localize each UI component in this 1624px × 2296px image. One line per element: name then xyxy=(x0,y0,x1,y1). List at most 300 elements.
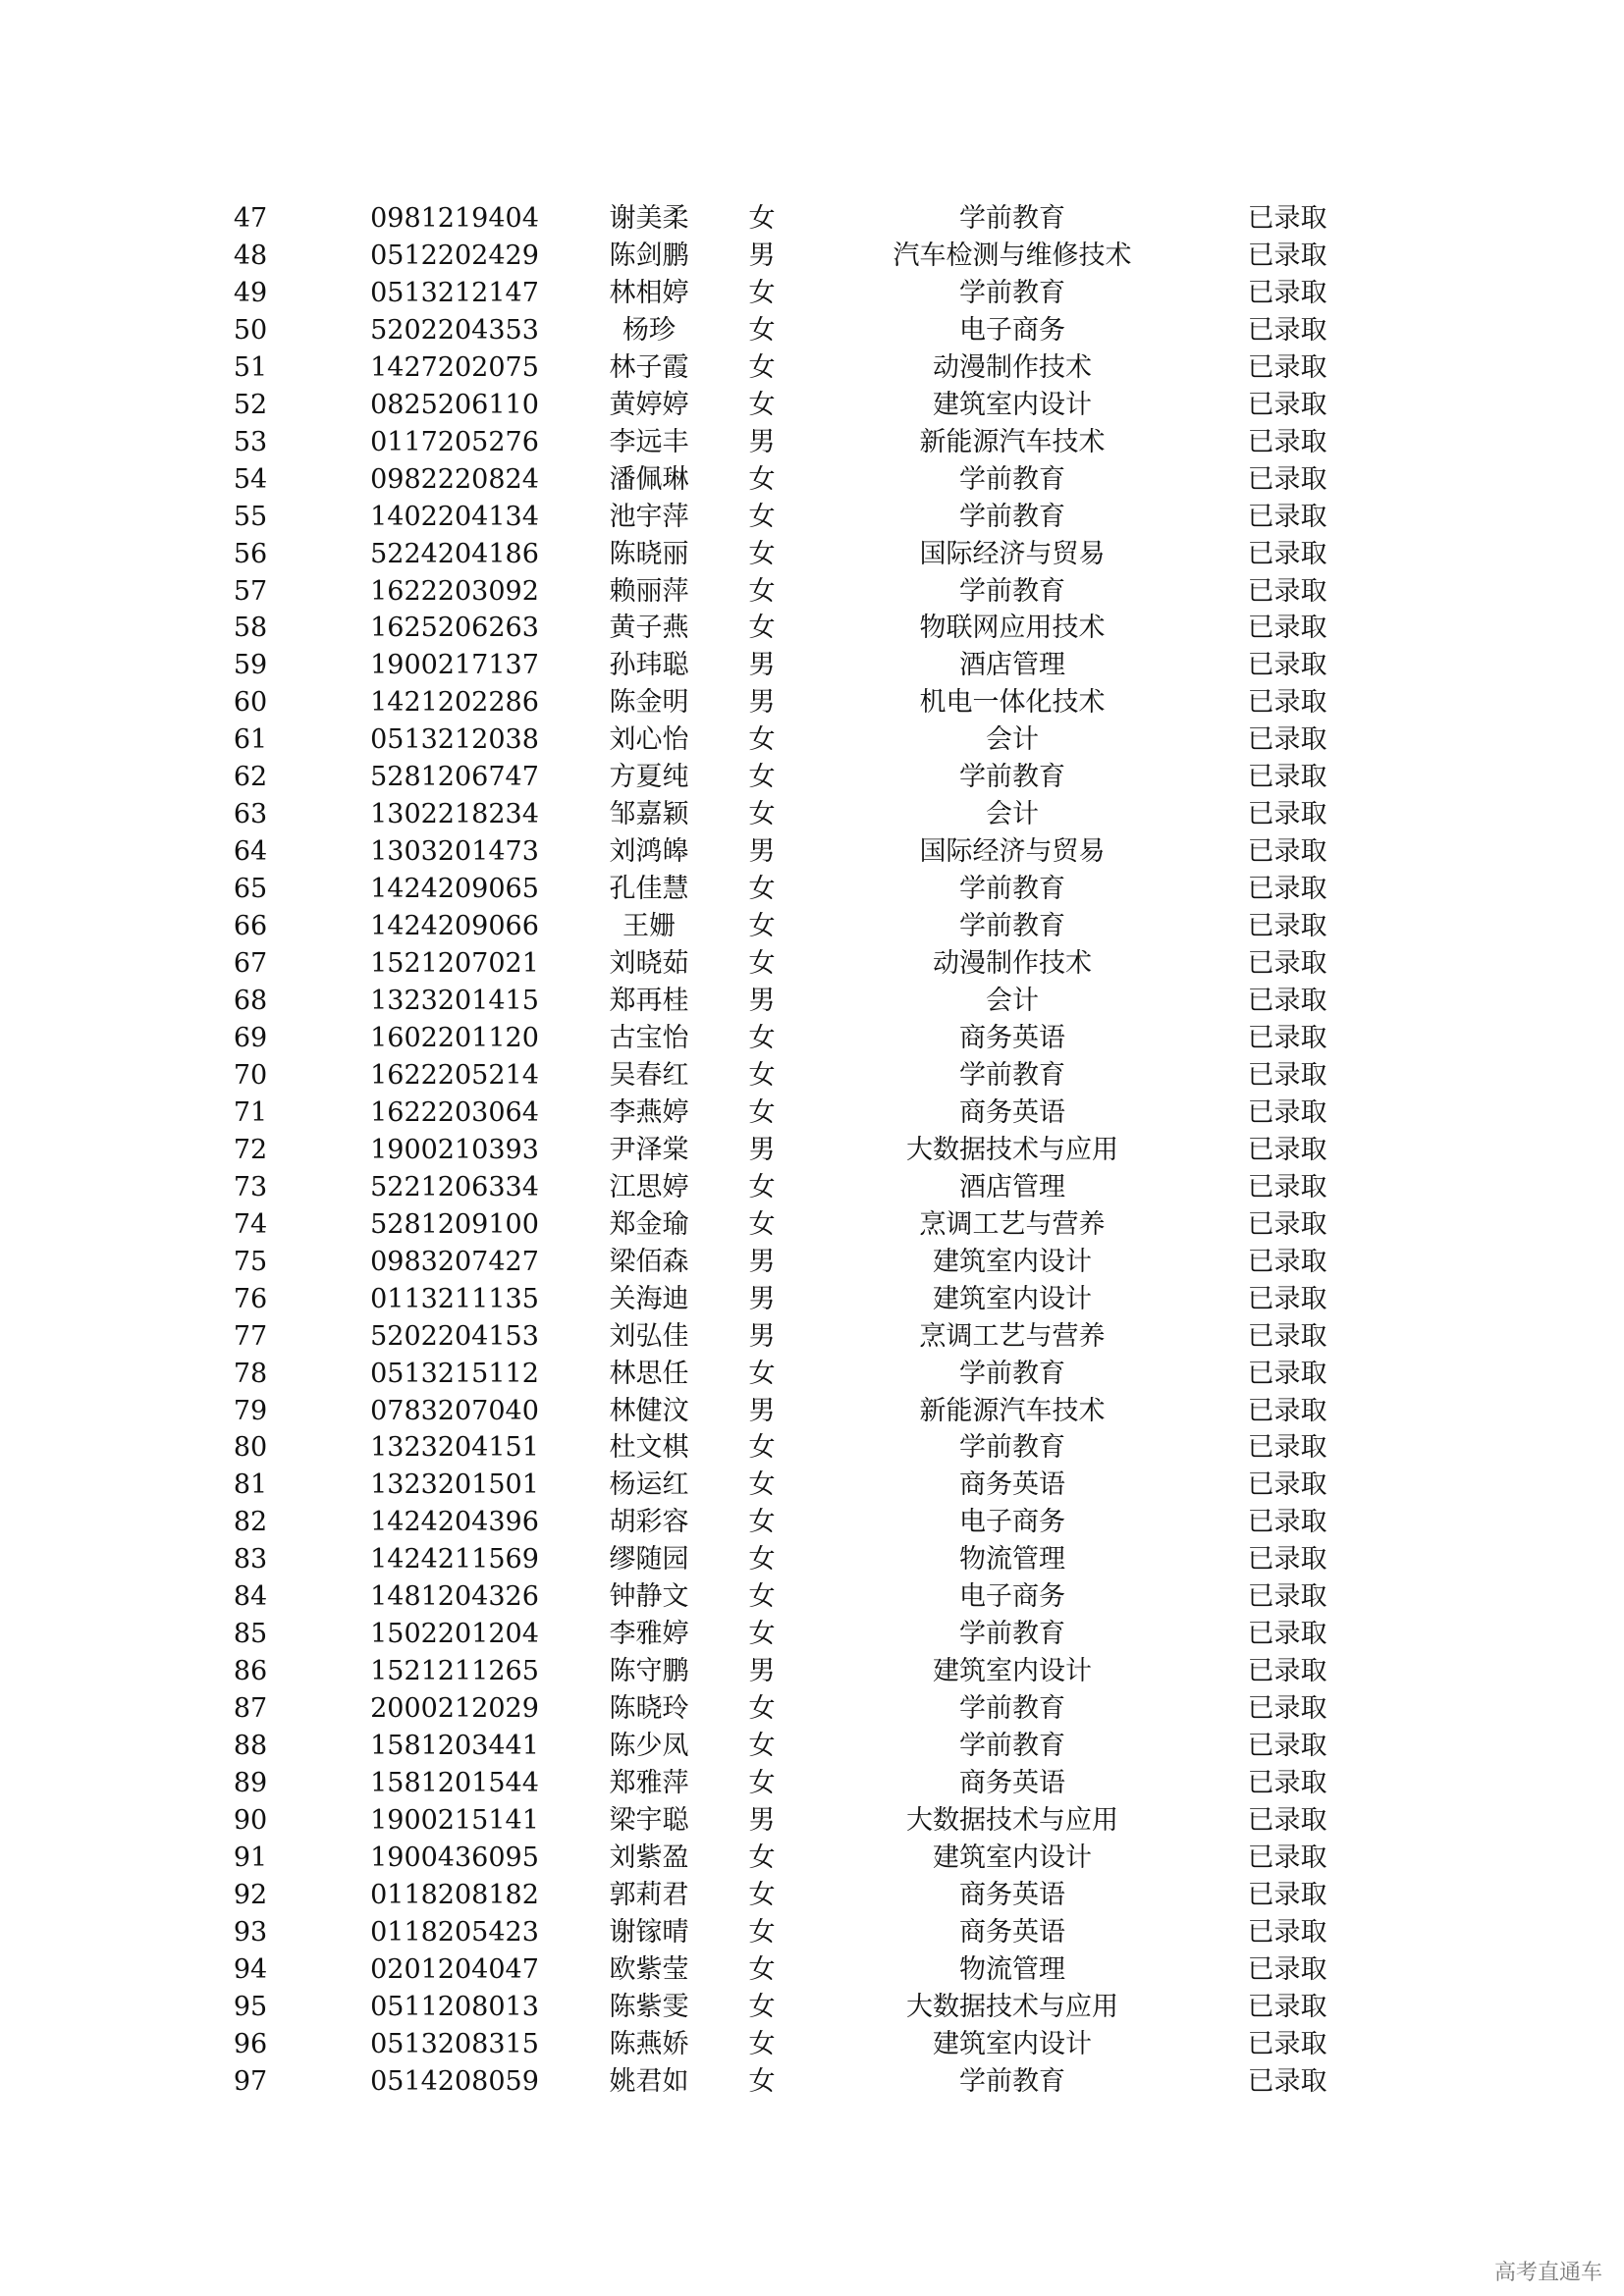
exam-id-cell: 0513212038 xyxy=(370,724,539,756)
table-row xyxy=(177,1951,1361,1989)
admission-status-cell: 已录取 xyxy=(1247,1544,1327,1575)
table-row xyxy=(177,1020,1361,1057)
major-cell: 汽车检测与维修技术 xyxy=(893,240,1132,271)
table-row xyxy=(177,1840,1361,1877)
student-name-cell: 杨珍 xyxy=(623,314,676,346)
table-row xyxy=(177,1504,1361,1541)
student-name-cell: 谢镓晴 xyxy=(609,1916,689,1948)
table-row xyxy=(177,349,1361,387)
table-row xyxy=(177,1914,1361,1951)
row-number-cell: 84 xyxy=(233,1581,268,1613)
exam-id-cell: 0201204047 xyxy=(370,1953,539,1985)
major-cell: 国际经济与贸易 xyxy=(919,836,1106,868)
student-name-cell: 胡彩容 xyxy=(609,1507,689,1538)
admission-status-cell: 已录取 xyxy=(1247,501,1327,532)
row-number-cell: 61 xyxy=(233,724,268,756)
row-number-cell: 93 xyxy=(233,1916,268,1948)
student-name-cell: 林相婷 xyxy=(609,277,689,308)
table-row xyxy=(177,1095,1361,1132)
exam-id-cell: 1602201120 xyxy=(370,1022,539,1053)
student-name-cell: 王姗 xyxy=(623,911,676,942)
major-cell: 商务英语 xyxy=(959,1916,1065,1948)
gender-cell: 女 xyxy=(748,948,776,980)
gender-cell: 女 xyxy=(748,389,776,420)
row-number-cell: 63 xyxy=(233,799,268,830)
row-number-cell: 97 xyxy=(233,2065,268,2097)
row-number-cell: 54 xyxy=(233,463,268,495)
gender-cell: 女 xyxy=(748,1096,776,1128)
exam-id-cell: 0117205276 xyxy=(370,426,539,457)
student-name-cell: 池宇萍 xyxy=(609,501,689,532)
row-number-cell: 72 xyxy=(233,1134,268,1165)
exam-id-cell: 0513215112 xyxy=(370,1358,539,1389)
exam-id-cell: 5281209100 xyxy=(370,1208,539,1240)
gender-cell: 女 xyxy=(748,1507,776,1538)
gender-cell: 男 xyxy=(748,1134,776,1165)
student-name-cell: 郑金瑜 xyxy=(609,1208,689,1240)
exam-id-cell: 1323204151 xyxy=(370,1432,539,1464)
admission-status-cell: 已录取 xyxy=(1247,1581,1327,1613)
table-row xyxy=(177,238,1361,275)
major-cell: 学前教育 xyxy=(959,1432,1065,1464)
exam-id-cell: 1581201544 xyxy=(370,1768,539,1799)
gender-cell: 女 xyxy=(748,1842,776,1873)
major-cell: 学前教育 xyxy=(959,911,1065,942)
student-name-cell: 陈少凤 xyxy=(609,1731,689,1762)
gender-cell: 女 xyxy=(748,1916,776,1948)
table-row xyxy=(177,684,1361,721)
admission-table xyxy=(177,200,1361,2101)
row-number-cell: 92 xyxy=(233,1879,268,1910)
row-number-cell: 62 xyxy=(233,762,268,793)
gender-cell: 女 xyxy=(748,613,776,644)
gender-cell: 女 xyxy=(748,277,776,308)
major-cell: 学前教育 xyxy=(959,874,1065,905)
row-number-cell: 64 xyxy=(233,836,268,868)
row-number-cell: 75 xyxy=(233,1246,268,1277)
admission-status-cell: 已录取 xyxy=(1247,1731,1327,1762)
exam-id-cell: 5224204186 xyxy=(370,538,539,569)
major-cell: 烹调工艺与营养 xyxy=(919,1208,1106,1240)
exam-id-cell: 1302218234 xyxy=(370,799,539,830)
gender-cell: 女 xyxy=(748,2065,776,2097)
table-row xyxy=(177,573,1361,611)
major-cell: 学前教育 xyxy=(959,1731,1065,1762)
gender-cell: 男 xyxy=(748,687,776,719)
exam-id-cell: 1900210393 xyxy=(370,1134,539,1165)
row-number-cell: 48 xyxy=(233,240,268,271)
row-number-cell: 68 xyxy=(233,986,268,1017)
admission-status-cell: 已录取 xyxy=(1247,687,1327,719)
gender-cell: 女 xyxy=(748,2028,776,2059)
gender-cell: 女 xyxy=(748,575,776,607)
table-row xyxy=(177,1616,1361,1653)
student-name-cell: 李远丰 xyxy=(609,426,689,457)
student-name-cell: 邹嘉颖 xyxy=(609,799,689,830)
row-number-cell: 67 xyxy=(233,948,268,980)
admission-status-cell: 已录取 xyxy=(1247,389,1327,420)
exam-id-cell: 1427202075 xyxy=(370,351,539,383)
major-cell: 学前教育 xyxy=(959,575,1065,607)
row-number-cell: 66 xyxy=(233,911,268,942)
table-row xyxy=(177,200,1361,238)
row-number-cell: 76 xyxy=(233,1283,268,1314)
admission-status-cell: 已录取 xyxy=(1247,240,1327,271)
table-row xyxy=(177,387,1361,424)
exam-id-cell: 5281206747 xyxy=(370,762,539,793)
gender-cell: 女 xyxy=(748,762,776,793)
admission-status-cell: 已录取 xyxy=(1247,1469,1327,1501)
admission-status-cell: 已录取 xyxy=(1247,463,1327,495)
student-name-cell: 刘晓茹 xyxy=(609,948,689,980)
row-number-cell: 77 xyxy=(233,1320,268,1352)
row-number-cell: 73 xyxy=(233,1171,268,1202)
student-name-cell: 古宝怡 xyxy=(609,1022,689,1053)
gender-cell: 女 xyxy=(748,1619,776,1650)
student-name-cell: 江思婷 xyxy=(609,1171,689,1202)
admission-status-cell: 已录取 xyxy=(1247,762,1327,793)
table-row xyxy=(177,1429,1361,1467)
table-row xyxy=(177,1244,1361,1281)
major-cell: 物联网应用技术 xyxy=(919,613,1106,644)
row-number-cell: 55 xyxy=(233,501,268,532)
student-name-cell: 林子霞 xyxy=(609,351,689,383)
gender-cell: 女 xyxy=(748,1991,776,2022)
exam-id-cell: 1323201415 xyxy=(370,986,539,1017)
admission-status-cell: 已录取 xyxy=(1247,1171,1327,1202)
exam-id-cell: 1900215141 xyxy=(370,1804,539,1836)
major-cell: 学前教育 xyxy=(959,277,1065,308)
gender-cell: 男 xyxy=(748,986,776,1017)
row-number-cell: 89 xyxy=(233,1768,268,1799)
student-name-cell: 孙玮聪 xyxy=(609,650,689,681)
major-cell: 电子商务 xyxy=(959,314,1065,346)
row-number-cell: 74 xyxy=(233,1208,268,1240)
major-cell: 商务英语 xyxy=(959,1096,1065,1128)
major-cell: 建筑室内设计 xyxy=(933,1246,1092,1277)
gender-cell: 女 xyxy=(748,314,776,346)
gender-cell: 男 xyxy=(748,650,776,681)
major-cell: 学前教育 xyxy=(959,1059,1065,1091)
row-number-cell: 57 xyxy=(233,575,268,607)
student-name-cell: 孔佳慧 xyxy=(609,874,689,905)
table-row xyxy=(177,275,1361,312)
admission-status-cell: 已录取 xyxy=(1247,948,1327,980)
table-row xyxy=(177,1206,1361,1244)
table-row xyxy=(177,1578,1361,1616)
gender-cell: 女 xyxy=(748,1059,776,1091)
row-number-cell: 88 xyxy=(233,1731,268,1762)
student-name-cell: 潘佩琳 xyxy=(609,463,689,495)
admission-status-cell: 已录取 xyxy=(1247,1134,1327,1165)
exam-id-cell: 1424209066 xyxy=(370,911,539,942)
major-cell: 学前教育 xyxy=(959,762,1065,793)
student-name-cell: 黄子燕 xyxy=(609,613,689,644)
exam-id-cell: 1622205214 xyxy=(370,1059,539,1091)
exam-id-cell: 5221206334 xyxy=(370,1171,539,1202)
exam-id-cell: 1424209065 xyxy=(370,874,539,905)
major-cell: 新能源汽车技术 xyxy=(919,426,1106,457)
admission-status-cell: 已录取 xyxy=(1247,351,1327,383)
table-row xyxy=(177,721,1361,759)
admission-status-cell: 已录取 xyxy=(1247,1916,1327,1948)
table-row xyxy=(177,1393,1361,1430)
exam-id-cell: 0825206110 xyxy=(370,389,539,420)
admission-status-cell: 已录取 xyxy=(1247,986,1327,1017)
row-number-cell: 70 xyxy=(233,1059,268,1091)
gender-cell: 女 xyxy=(748,1544,776,1575)
student-name-cell: 赖丽萍 xyxy=(609,575,689,607)
student-name-cell: 刘紫盈 xyxy=(609,1842,689,1873)
major-cell: 机电一体化技术 xyxy=(919,687,1106,719)
major-cell: 建筑室内设计 xyxy=(933,389,1092,420)
exam-id-cell: 0981219404 xyxy=(370,203,539,234)
table-row xyxy=(177,1318,1361,1356)
table-row xyxy=(177,1690,1361,1728)
major-cell: 大数据技术与应用 xyxy=(906,1134,1118,1165)
row-number-cell: 95 xyxy=(233,1991,268,2022)
table-row xyxy=(177,908,1361,945)
admission-status-cell: 已录取 xyxy=(1247,1320,1327,1352)
exam-id-cell: 1622203064 xyxy=(370,1096,539,1128)
exam-id-cell: 0513212147 xyxy=(370,277,539,308)
student-name-cell: 钟静文 xyxy=(609,1581,689,1613)
row-number-cell: 71 xyxy=(233,1096,268,1128)
student-name-cell: 陈晓丽 xyxy=(609,538,689,569)
exam-id-cell: 1625206263 xyxy=(370,613,539,644)
table-row xyxy=(177,2063,1361,2101)
admission-status-cell: 已录取 xyxy=(1247,1619,1327,1650)
row-number-cell: 59 xyxy=(233,650,268,681)
admission-status-cell: 已录取 xyxy=(1247,1768,1327,1799)
major-cell: 学前教育 xyxy=(959,1693,1065,1725)
student-name-cell: 欧紫莹 xyxy=(609,1953,689,1985)
exam-id-cell: 1481204326 xyxy=(370,1581,539,1613)
exam-id-cell: 5202204353 xyxy=(370,314,539,346)
gender-cell: 女 xyxy=(748,1768,776,1799)
table-row xyxy=(177,610,1361,647)
gender-cell: 女 xyxy=(748,1581,776,1613)
admission-status-cell: 已录取 xyxy=(1247,1283,1327,1314)
student-name-cell: 陈金明 xyxy=(609,687,689,719)
table-row xyxy=(177,796,1361,833)
student-name-cell: 尹泽棠 xyxy=(609,1134,689,1165)
table-row xyxy=(177,1765,1361,1802)
table-row xyxy=(177,536,1361,573)
admission-status-cell: 已录取 xyxy=(1247,575,1327,607)
major-cell: 物流管理 xyxy=(959,1953,1065,1985)
table-row xyxy=(177,424,1361,461)
gender-cell: 男 xyxy=(748,1395,776,1426)
student-name-cell: 梁佰森 xyxy=(609,1246,689,1277)
table-row xyxy=(177,1356,1361,1393)
row-number-cell: 90 xyxy=(233,1804,268,1836)
major-cell: 烹调工艺与营养 xyxy=(919,1320,1106,1352)
table-row xyxy=(177,1132,1361,1169)
gender-cell: 女 xyxy=(748,501,776,532)
exam-id-cell: 0118205423 xyxy=(370,1916,539,1948)
row-number-cell: 51 xyxy=(233,351,268,383)
table-row xyxy=(177,759,1361,796)
student-name-cell: 郭莉君 xyxy=(609,1879,689,1910)
student-name-cell: 缪随园 xyxy=(609,1544,689,1575)
student-name-cell: 刘鸿皞 xyxy=(609,836,689,868)
student-name-cell: 李雅婷 xyxy=(609,1619,689,1650)
gender-cell: 女 xyxy=(748,351,776,383)
gender-cell: 女 xyxy=(748,203,776,234)
admission-table-body xyxy=(177,200,1361,2101)
student-name-cell: 梁宇聪 xyxy=(609,1804,689,1836)
exam-id-cell: 1323201501 xyxy=(370,1469,539,1501)
gender-cell: 女 xyxy=(748,1879,776,1910)
table-row xyxy=(177,1877,1361,1914)
major-cell: 商务英语 xyxy=(959,1469,1065,1501)
student-name-cell: 关海迪 xyxy=(609,1283,689,1314)
exam-id-cell: 0513208315 xyxy=(370,2028,539,2059)
gender-cell: 男 xyxy=(748,1246,776,1277)
major-cell: 学前教育 xyxy=(959,463,1065,495)
admission-status-cell: 已录取 xyxy=(1247,203,1327,234)
admission-status-cell: 已录取 xyxy=(1247,911,1327,942)
gender-cell: 女 xyxy=(748,538,776,569)
row-number-cell: 65 xyxy=(233,874,268,905)
gender-cell: 女 xyxy=(748,1171,776,1202)
major-cell: 学前教育 xyxy=(959,2065,1065,2097)
student-name-cell: 杜文棋 xyxy=(609,1432,689,1464)
major-cell: 会计 xyxy=(986,724,1039,756)
exam-id-cell: 1581203441 xyxy=(370,1731,539,1762)
gender-cell: 女 xyxy=(748,1953,776,1985)
admission-status-cell: 已录取 xyxy=(1247,426,1327,457)
major-cell: 建筑室内设计 xyxy=(933,1283,1092,1314)
student-name-cell: 李燕婷 xyxy=(609,1096,689,1128)
student-name-cell: 郑再桂 xyxy=(609,986,689,1017)
gender-cell: 女 xyxy=(748,911,776,942)
table-row xyxy=(177,461,1361,499)
gender-cell: 男 xyxy=(748,1283,776,1314)
row-number-cell: 50 xyxy=(233,314,268,346)
admission-status-cell: 已录取 xyxy=(1247,1804,1327,1836)
watermark: 高考直通车 xyxy=(1493,2261,1602,2285)
row-number-cell: 60 xyxy=(233,687,268,719)
admission-status-cell: 已录取 xyxy=(1247,1208,1327,1240)
student-name-cell: 姚君如 xyxy=(609,2065,689,2097)
row-number-cell: 86 xyxy=(233,1656,268,1687)
table-row xyxy=(177,2026,1361,2063)
major-cell: 学前教育 xyxy=(959,501,1065,532)
gender-cell: 男 xyxy=(748,836,776,868)
table-row xyxy=(177,983,1361,1020)
row-number-cell: 94 xyxy=(233,1953,268,1985)
row-number-cell: 69 xyxy=(233,1022,268,1053)
admission-status-cell: 已录取 xyxy=(1247,277,1327,308)
student-name-cell: 陈守鹏 xyxy=(609,1656,689,1687)
admission-status-cell: 已录取 xyxy=(1247,1507,1327,1538)
row-number-cell: 83 xyxy=(233,1544,268,1575)
row-number-cell: 79 xyxy=(233,1395,268,1426)
gender-cell: 男 xyxy=(748,1804,776,1836)
table-row xyxy=(177,647,1361,684)
exam-id-cell: 1900217137 xyxy=(370,650,539,681)
row-number-cell: 58 xyxy=(233,613,268,644)
admission-status-cell: 已录取 xyxy=(1247,1432,1327,1464)
gender-cell: 男 xyxy=(748,1320,776,1352)
table-row xyxy=(177,1281,1361,1318)
table-row xyxy=(177,312,1361,349)
exam-id-cell: 5202204153 xyxy=(370,1320,539,1352)
student-name-cell: 方夏纯 xyxy=(609,762,689,793)
student-name-cell: 吴春红 xyxy=(609,1059,689,1091)
table-row xyxy=(177,499,1361,536)
gender-cell: 女 xyxy=(748,463,776,495)
student-name-cell: 刘心怡 xyxy=(609,724,689,756)
exam-id-cell: 1900436095 xyxy=(370,1842,539,1873)
student-name-cell: 陈剑鹏 xyxy=(609,240,689,271)
admission-status-cell: 已录取 xyxy=(1247,724,1327,756)
gender-cell: 男 xyxy=(748,1656,776,1687)
exam-id-cell: 0118208182 xyxy=(370,1879,539,1910)
major-cell: 商务英语 xyxy=(959,1022,1065,1053)
exam-id-cell: 1622203092 xyxy=(370,575,539,607)
table-row xyxy=(177,833,1361,871)
admission-status-cell: 已录取 xyxy=(1247,1693,1327,1725)
row-number-cell: 56 xyxy=(233,538,268,569)
row-number-cell: 52 xyxy=(233,389,268,420)
student-name-cell: 陈晓玲 xyxy=(609,1693,689,1725)
table-row xyxy=(177,1728,1361,1765)
major-cell: 大数据技术与应用 xyxy=(906,1804,1118,1836)
student-name-cell: 刘弘佳 xyxy=(609,1320,689,1352)
row-number-cell: 53 xyxy=(233,426,268,457)
major-cell: 电子商务 xyxy=(959,1507,1065,1538)
admission-status-cell: 已录取 xyxy=(1247,538,1327,569)
admission-status-cell: 已录取 xyxy=(1247,314,1327,346)
row-number-cell: 87 xyxy=(233,1693,268,1725)
admission-status-cell: 已录取 xyxy=(1247,613,1327,644)
table-row xyxy=(177,1169,1361,1206)
row-number-cell: 49 xyxy=(233,277,268,308)
exam-id-cell: 0983207427 xyxy=(370,1246,539,1277)
admission-status-cell: 已录取 xyxy=(1247,799,1327,830)
gender-cell: 女 xyxy=(748,799,776,830)
exam-id-cell: 1402204134 xyxy=(370,501,539,532)
admission-status-cell: 已录取 xyxy=(1247,1656,1327,1687)
student-name-cell: 陈紫雯 xyxy=(609,1991,689,2022)
exam-id-cell: 0514208059 xyxy=(370,2065,539,2097)
gender-cell: 女 xyxy=(748,1022,776,1053)
gender-cell: 女 xyxy=(748,724,776,756)
major-cell: 新能源汽车技术 xyxy=(919,1395,1106,1426)
admission-status-cell: 已录取 xyxy=(1247,874,1327,905)
major-cell: 会计 xyxy=(986,986,1039,1017)
exam-id-cell: 0512202429 xyxy=(370,240,539,271)
admission-status-cell: 已录取 xyxy=(1247,1879,1327,1910)
table-row xyxy=(177,945,1361,983)
gender-cell: 女 xyxy=(748,1358,776,1389)
major-cell: 学前教育 xyxy=(959,1358,1065,1389)
exam-id-cell: 1424204396 xyxy=(370,1507,539,1538)
admission-status-cell: 已录取 xyxy=(1247,1246,1327,1277)
major-cell: 动漫制作技术 xyxy=(933,351,1092,383)
major-cell: 建筑室内设计 xyxy=(933,1842,1092,1873)
major-cell: 商务英语 xyxy=(959,1768,1065,1799)
exam-id-cell: 1303201473 xyxy=(370,836,539,868)
gender-cell: 女 xyxy=(748,874,776,905)
student-name-cell: 陈燕娇 xyxy=(609,2028,689,2059)
major-cell: 酒店管理 xyxy=(959,650,1065,681)
major-cell: 会计 xyxy=(986,799,1039,830)
major-cell: 建筑室内设计 xyxy=(933,1656,1092,1687)
